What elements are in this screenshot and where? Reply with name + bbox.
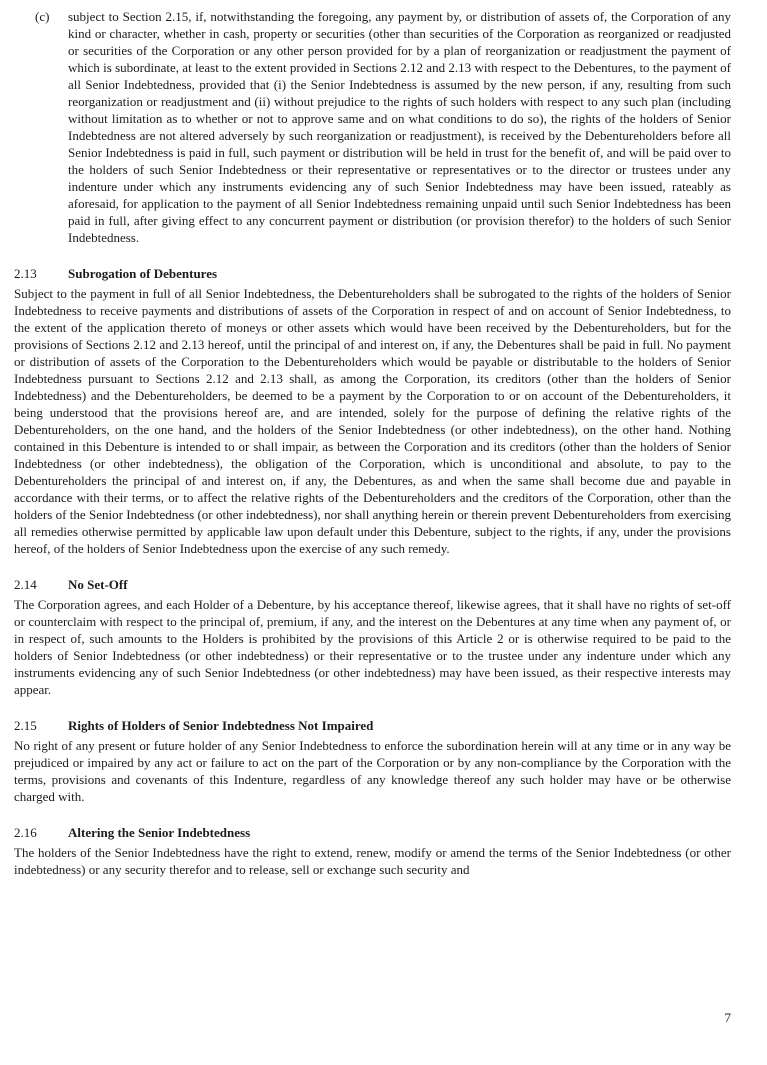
section-2-15-body: No right of any present or future holder of any Senior Indebtedness to enforce the subordination herein will at any time or in any way be prejudiced or impaired by any act or failure to act on the part of the Corporation or by any non-compliance by the Corporation with the terms, provisions and covenants of this Indenture, regardless of any knowledge thereof any such holder may have or be otherwise charged with. — [14, 738, 731, 804]
section-2-13-body: Subject to the payment in full of all Senior Indebtedness, the Debentureholders shall be subrogated to the rights of the holders of Senior Indebtedness to receive payments and distributions of assets of the Corporation in respect of and on account of Senior Indebtedness, to the extent of the application thereto of moneys or other assets which would have been received by the Debentureholders, but for the provisions of Sections 2.12 and 2.13 hereof, until the principal of and interest on, if any, the Debentures shall be paid in full. No payment or distribution of assets of the Corporation to the Debentureholders which would be payable or distributable to the holders of Senior Indebtedness pursuant to Sections 2.12 and 2.13 shall, as among the Corporation, its creditors (other than the holders of Senior Indebtedness) and the Debentureholders, be deemed to be a payment by the Corporation to or on account of the Debentureholders, it being understood that the provisions hereof are, and are intended, solely for the purpose of defining the relative rights of the Debentureholders, on the one hand, and the holders of the Senior Indebtedness (or other indebtedness), on the other hand. Nothing contained in this Debenture is intended to or shall impair, as between the Corporation and its creditors (other than the holders of Senior Indebtedness (or other indebtedness), the obligation of the Corporation, which is unconditional and absolute, to pay to the Debentureholders the principal of and interest on, if any, the Debentures, as and when the same shall become due and payable in accordance with their terms, or to affect the relative rights of the Debentureholders and the creditors of the Corporation, other than the holders of the Senior Indebtedness (or other indebtedness), nor shall anything herein or therein prevent Debentureholders from exercising all remedies otherwise permitted by applicable law upon default under this Debenture, subject to the rights, if any, under the provisions hereof, of the holders of Senior Indebtedness upon the exercise of any such remedy. — [14, 286, 731, 556]
section-2-14-number: 2.14 — [14, 577, 37, 592]
clause-c — [14, 8, 731, 246]
page-number: 7 — [724, 1010, 731, 1025]
section-2-16 — [14, 824, 731, 878]
clause-c-label: (c) — [35, 9, 50, 24]
section-2-15-heading — [14, 717, 731, 734]
section-2-16-body: The holders of the Senior Indebtedness have the right to extend, renew, modify or amend the terms of the Senior Indebtedness (or other indebtedness) or any security therefor and to release, sell or exchange such security and — [14, 845, 731, 877]
section-2-15-title: Rights of Holders of Senior Indebtedness Not Impaired — [68, 718, 374, 733]
document-page — [14, 8, 731, 878]
section-2-13 — [14, 265, 731, 557]
section-2-14-heading — [14, 576, 731, 593]
clause-c-text: subject to Section 2.15, if, notwithstanding the foregoing, any payment by, or distribution of assets of, the Corporation of any kind or character, whether in cash, property or securities (other than securities of the Corporation as reorganized or readjusted or securities of the Corporation or any other person provided for by a plan of reorganization or readjustment the payment of which is subordinate, at least to the extent provided in Sections 2.12 and 2.13 with respect to the Debentures, to the payment of all Senior Indebtedness, provided that (i) the Senior Indebtedness is assumed by the new person, if any, resulting from such reorganization or readjustment and (ii) without prejudice to the rights of such holders with respect to any such plan (including without limitation as to whether or not to approve same and on what conditions to do so), the rights of the holders of Senior Indebtedness are not altered adversely by such reorganization or readjustment), is received by the Debentureholders before all Senior Indebtedness is paid in full, such payment or distribution will be held in trust for the benefit of, and will be paid over to the holders of such Senior Indebtedness or their representative or representatives or to the director or trustees under any indenture under which any instruments evidencing any of such Senior Indebtedness may have been issued, rateably as aforesaid, for application to the payment of all Senior Indebtedness remaining unpaid until such Senior Indebtedness has been paid in full, after giving effect to any concurrent payment or distribution (or provision therefor) to the holders of such Senior Indebtedness. — [68, 9, 731, 245]
section-2-16-heading — [14, 824, 731, 841]
section-2-16-title: Altering the Senior Indebtedness — [68, 825, 251, 840]
section-2-13-heading — [14, 265, 731, 282]
section-2-14-title: No Set-Off — [68, 577, 128, 592]
section-2-15-number: 2.15 — [14, 718, 37, 733]
section-2-13-title: Subrogation of Debentures — [68, 266, 218, 281]
section-2-13-number: 2.13 — [14, 266, 37, 281]
section-2-14 — [14, 576, 731, 698]
section-2-16-number: 2.16 — [14, 825, 37, 840]
section-2-14-body: The Corporation agrees, and each Holder of a Debenture, by his acceptance thereof, likewise agrees, that it shall have no rights of set-off or counterclaim with respect to the principal of, premium, if any, and the interest on the Debentures at any time when any payment of, or in respect of, such amounts to the Holders is prohibited by the provisions of this Article 2 or is otherwise required to be paid to the holders of Senior Indebtedness (or other indebtedness) or their representative or to the trustee under any indenture under which any instruments evidencing any of such Senior Indebtedness (or other indebtedness) may have been issued, as their respective interests may appear. — [14, 597, 731, 697]
section-2-15 — [14, 717, 731, 805]
